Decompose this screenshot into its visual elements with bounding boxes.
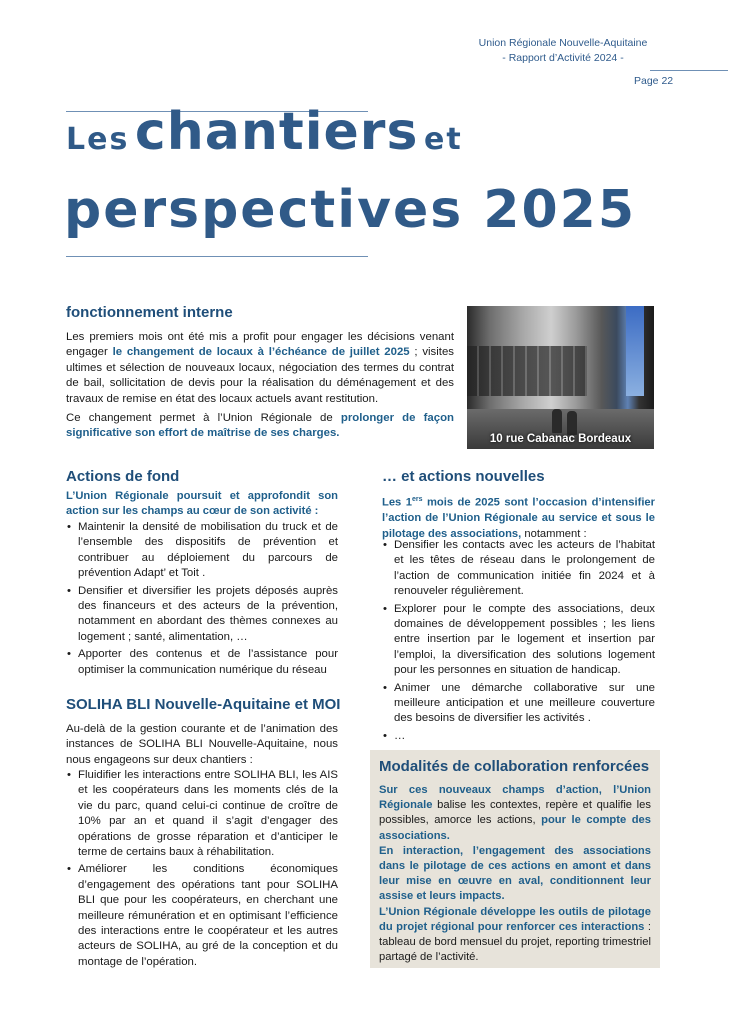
- header-org: Union Régionale Nouvelle-Aquitaine: [478, 37, 648, 49]
- lead-text: notamment :: [521, 527, 587, 540]
- fonctionnement-paragraph-1: [66, 330, 454, 407]
- photo-person: [567, 411, 577, 435]
- modalites-paragraph-3: [379, 905, 651, 966]
- lead-text: Les 1: [382, 496, 412, 509]
- text: pour le compte des associations.: [379, 814, 652, 842]
- header-report: - Rapport d’Activité 2024 -: [502, 52, 624, 64]
- actions-fond-lead: L’Union Régionale poursuit et approfondit son action sur les champs au cœur de son activité :: [66, 490, 338, 518]
- photo-facade: [467, 346, 587, 396]
- title-bottom-rule: [66, 256, 368, 257]
- section-fonctionnement-heading: fonctionnement interne: [66, 304, 233, 321]
- building-photo: [467, 306, 654, 449]
- title-les: Les: [66, 122, 130, 157]
- title-chantiers: chantiers: [134, 102, 419, 162]
- modalites-body: [379, 783, 651, 965]
- photo-person: [552, 409, 562, 433]
- modalites-box: [370, 750, 660, 968]
- list-item: • Apporter des contenus et de l’assistance pour optimiser la communication numérique du réseau: [66, 647, 338, 678]
- list-item: • Améliorer les conditions économiques d’engagement des opérations tant pour SOLIHA BLI que pour les coopérateurs, en cherchant une meilleure rémunération et en optimisant l’efficience des interactions entre le coopérateur et les autres acteurs de SOLIHA, au gré de la conception et du montage de l’opération.: [66, 862, 338, 970]
- text: Les premiers mois ont été mis a profit pour engager les décisions venant engager: [66, 331, 454, 359]
- list-item: • …: [382, 729, 655, 744]
- modalites-paragraph-2: En interaction, l’engagement des associations dans le pilotage de ces actions en amont et dans leur mise en œuvre en aval, conditionnent leur assise et leurs impacts.: [379, 844, 651, 903]
- header-org-name: [458, 36, 668, 66]
- lead-text: mois de 2025 sont l’occasion d’intensifier l’action de l’Union Régionale au service et sous le pilotage des associations,: [382, 496, 655, 540]
- soliha-intro: Au-delà de la gestion courante et de l’animation des instances de SOLIHA BLI Nouvelle-Aquitaine, nous nous engageons sur deux chantiers :: [66, 723, 338, 766]
- text: Sur ces nouveaux champs d’action, l’Union Régionale: [379, 784, 651, 812]
- photo-sky: [626, 306, 644, 396]
- page-number: Page 22: [634, 75, 674, 87]
- list-item: • Explorer pour le compte des associations, deux domaines de développement possibles ; les liens entre insertion par le logement et insertion par l’emploi, la diversification des solutions logement pour les personnes en situation de handicap.: [382, 602, 655, 679]
- list-item: • Densifier et diversifier les projets déposés auprès des financeurs et des acteurs de la prévention, notamment en abordant des thèmes connexes au logement ; santé, alimentation, …: [66, 584, 338, 646]
- section-soliha-heading: SOLIHA BLI Nouvelle-Aquitaine et MOI: [66, 696, 341, 713]
- title-et: et: [423, 122, 463, 157]
- actions-fond-list: [66, 520, 338, 680]
- list-item: • Densifier les contacts avec les acteurs de l’habitat et les têtes de réseau dans le prolongement de l’action de communication initiée fin 2024 et à renouveler régulièrement.: [382, 538, 655, 600]
- nouvelles-list: [382, 538, 655, 746]
- text: balise les contextes, repère et qualifie les possibles, amorce les actions,: [379, 799, 651, 827]
- text: Ce changement permet à l’Union Régionale de: [66, 412, 341, 424]
- page-title-line1: [66, 102, 463, 162]
- modalites-paragraph-1: [379, 783, 651, 844]
- text: L’Union Régionale développe les outils de pilotage du projet régional pour renforcer ces interactions: [379, 905, 651, 933]
- fonctionnement-paragraph-2: [66, 411, 454, 442]
- soliha-list: [66, 768, 338, 972]
- list-item: • Maintenir la densité de mobilisation du truck et de l’ensemble des dispositifs de prévention et contribuer au déploiement du parcours de prévention Adapt’ et Toit .: [66, 520, 338, 582]
- highlight-text: prolonger de façon significative son effort de maîtrise de ses charges.: [66, 412, 454, 440]
- section-actions-fond-heading: Actions de fond: [66, 468, 180, 485]
- modalites-heading: Modalités de collaboration renforcées: [379, 758, 650, 775]
- list-item: • Animer une démarche collaborative sur une meilleure anticipation et une meilleure couverture des besoins de diversifier les activités .: [382, 681, 655, 727]
- header-rule: [650, 70, 728, 71]
- lead-sup: ers: [411, 496, 423, 503]
- text: : tableau de bord mensuel du projet, reporting trimestriel partagé de l’activité.: [379, 920, 651, 964]
- list-item: • Fluidifier les interactions entre SOLIHA BLI, les AIS et les coopérateurs dans les moments clés de la vie du parc, quand celui-ci continue de croître de 10% par an et quand il s’agit d’engager des opérations de grosse réparation et d’anticiper le terme de certains baux à réhabilitation.: [66, 768, 338, 860]
- nouvelles-lead: [382, 492, 655, 542]
- photo-caption: 10 rue Cabanac Bordeaux: [489, 433, 632, 445]
- page-title-line2: perspectives 2025: [64, 180, 637, 240]
- text: ; visites ultimes et sélection de nouveaux locaux, négociation des termes du contrat de bail, sollicitation de devis pour la réalisation du déménagement et des travaux de remise en état des locaux actuels avant restitution.: [66, 346, 454, 405]
- highlight-text: le changement de locaux à l’échéance de juillet 2025: [112, 346, 410, 359]
- section-nouvelles-heading: … et actions nouvelles: [382, 468, 545, 485]
